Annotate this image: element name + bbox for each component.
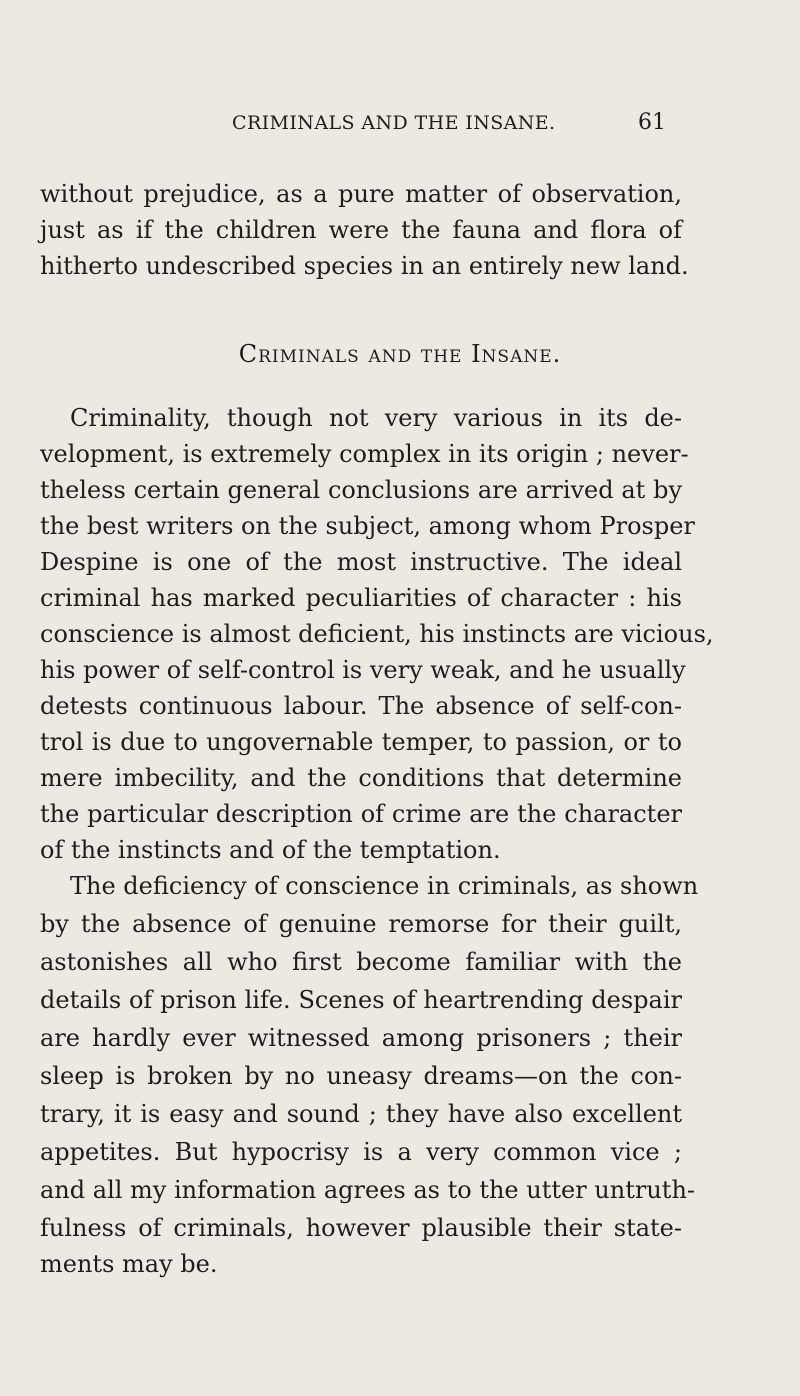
text-line: fulness of criminals, however plausible their state- bbox=[40, 1214, 682, 1242]
section-heading: Criminals and the Insane. bbox=[238, 340, 562, 368]
text-line: velopment, is extremely complex in its origin ; never- bbox=[40, 440, 689, 468]
text-line: without prejudice, as a pure matter of observation, bbox=[40, 180, 682, 208]
text-line: just as if the children were the fauna and flora of bbox=[40, 216, 682, 244]
text-line: trary, it is easy and sound ; they have also excellent bbox=[40, 1100, 682, 1128]
text-line: details of prison life. Scenes of heartrending despair bbox=[40, 986, 682, 1014]
text-line: trol is due to ungovernable temper, to passion, or to bbox=[40, 728, 682, 756]
text-line: theless certain general conclusions are arrived at by bbox=[40, 476, 682, 504]
text-line: by the absence of genuine remorse for their guilt, bbox=[40, 910, 682, 938]
text-line: Despine is one of the most instructive. The ideal bbox=[40, 548, 682, 576]
text-line: of the instincts and of the temptation. bbox=[40, 836, 501, 864]
text-line: criminal has marked peculiarities of character : his bbox=[40, 584, 682, 612]
text-line: conscience is almost deficient, his instincts are vicious, bbox=[40, 620, 714, 648]
text-line: and all my information agrees as to the utter untruth- bbox=[40, 1176, 696, 1204]
running-head bbox=[0, 112, 800, 142]
text-line: mere imbecility, and the conditions that determine bbox=[40, 764, 682, 792]
text-line: The deficiency of conscience in criminals, as shown bbox=[70, 872, 699, 900]
text-line: his power of self-control is very weak, and he usually bbox=[40, 656, 686, 684]
running-title: CRIMINALS AND THE INSANE. bbox=[232, 112, 556, 134]
text-line: appetites. But hypocrisy is a very common vice ; bbox=[40, 1138, 682, 1166]
page-number: 61 bbox=[638, 110, 666, 135]
text-line: Criminality, though not very various in its de- bbox=[70, 404, 682, 432]
text-line: sleep is broken by no uneasy dreams—on the con- bbox=[40, 1062, 682, 1090]
text-line: the particular description of crime are the character bbox=[40, 800, 682, 828]
text-line: the best writers on the subject, among whom Prosper bbox=[40, 512, 695, 540]
text-line: astonishes all who first become familiar with the bbox=[40, 948, 682, 976]
text-line: ments may be. bbox=[40, 1250, 218, 1278]
text-line: detests continuous labour. The absence of self-con- bbox=[40, 692, 682, 720]
text-line: are hardly ever witnessed among prisoners ; their bbox=[40, 1024, 682, 1052]
text-line: hitherto undescribed species in an entirely new land. bbox=[40, 252, 689, 280]
